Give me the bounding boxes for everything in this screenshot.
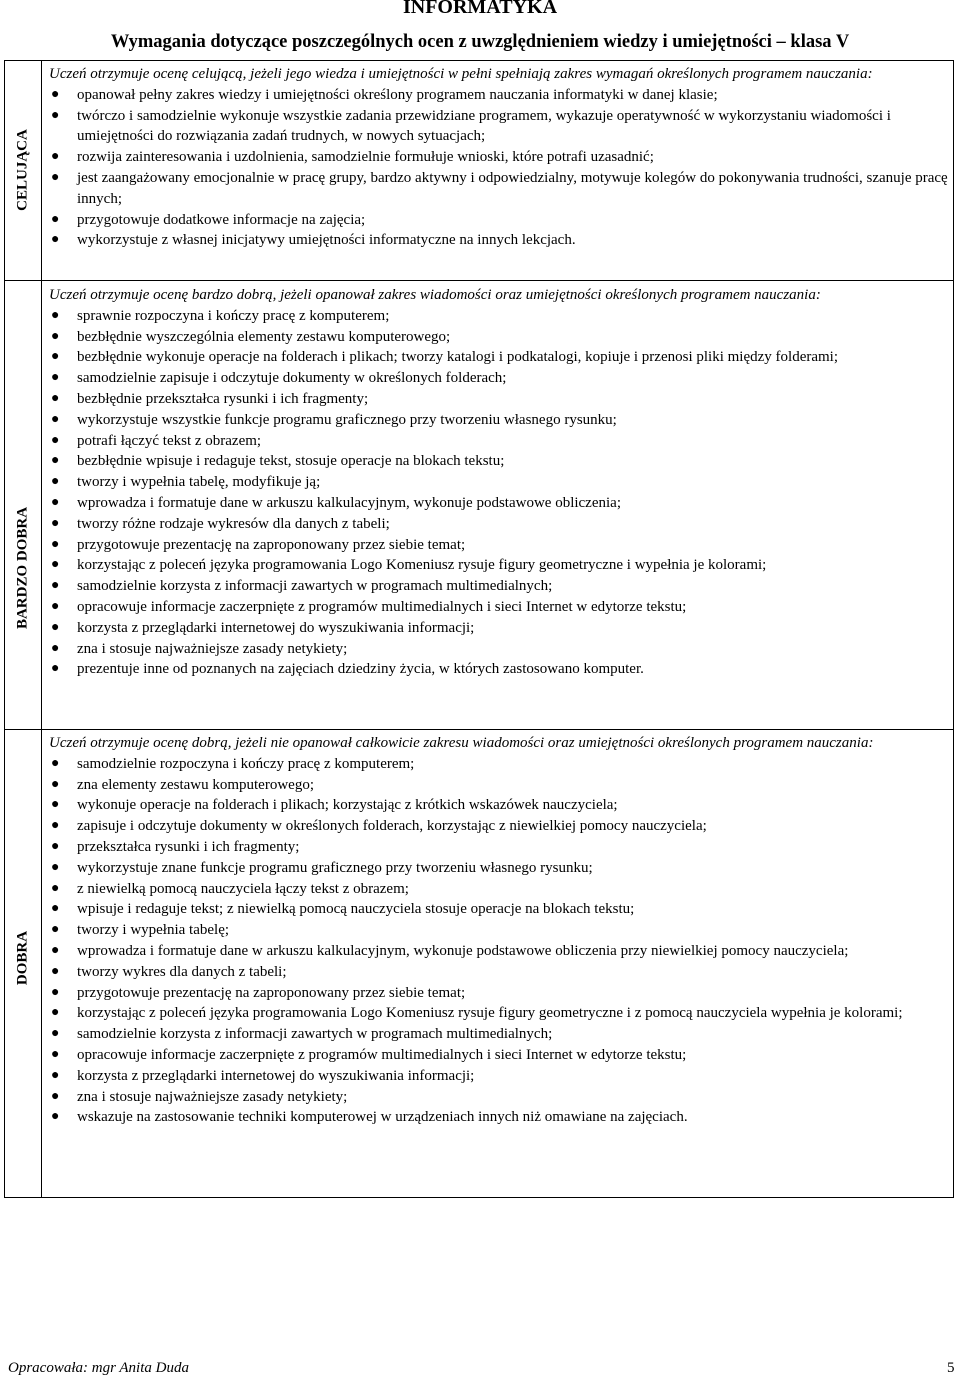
- list-item: [49, 1107, 949, 1128]
- list-item: [49, 1024, 949, 1045]
- bullet-icon: ●: [51, 474, 60, 490]
- list-item: [49, 618, 949, 639]
- list-item: [49, 106, 949, 148]
- list-item: [49, 775, 949, 796]
- bullet-icon: ●: [51, 211, 60, 227]
- list-item-text: tworzy i wypełnia tabelę;: [77, 922, 230, 939]
- list-item: [49, 147, 949, 168]
- list-item-text: wskazuje na zastosowanie techniki komputerowej w urządzeniach innych niż omawiane na zajęciach.: [77, 1109, 688, 1126]
- list-item-text: tworzy i wypełnia tabelę, modyfikuje ją;: [77, 474, 321, 491]
- list-item: [49, 493, 949, 514]
- list-item-text: opracowuje informacje zaczerpnięte z programów multimedialnych i sieci Internet w edytorze tekstu;: [77, 598, 687, 615]
- requirements-list: [49, 306, 949, 680]
- list-item: [49, 962, 949, 983]
- list-item: [49, 879, 949, 900]
- list-item: [49, 230, 949, 251]
- list-item-text: opanował pełny zakres wiedzy i umiejętności określony programem nauczania informatyki w danej klasie;: [77, 86, 718, 103]
- list-item: [49, 451, 949, 472]
- bullet-icon: ●: [51, 328, 60, 344]
- list-item-text: przekształca rysunki i ich fragmenty;: [77, 838, 300, 855]
- bullet-icon: ●: [51, 370, 60, 386]
- page-number: 5: [947, 1360, 955, 1376]
- list-item: [49, 983, 949, 1004]
- list-item: [49, 837, 949, 858]
- bullet-icon: ●: [51, 838, 60, 854]
- bullet-icon: ●: [51, 86, 60, 102]
- list-item-text: korzystając z poleceń języka programowania Logo Komeniusz rysuje figury geometryczne i z pomocą nauczyciela wypełnia je kolorami;: [77, 1005, 903, 1022]
- bullet-icon: ●: [51, 661, 60, 677]
- bullet-icon: ●: [51, 942, 60, 958]
- list-item-text: opracowuje informacje zaczerpnięte z programów multimedialnych i sieci Internet w edytorze tekstu;: [77, 1046, 687, 1063]
- bullet-icon: ●: [51, 432, 60, 448]
- list-item-text: sprawnie rozpoczyna i kończy pracę z komputerem;: [77, 307, 390, 324]
- list-item: [49, 327, 949, 348]
- list-item: [49, 659, 949, 680]
- grade-content: [49, 733, 949, 1128]
- bullet-icon: ●: [51, 797, 60, 813]
- list-item: [49, 389, 949, 410]
- list-item-text: wykorzystuje znane funkcje programu graficznego przy tworzeniu własnego rysunku;: [77, 859, 593, 876]
- list-item-text: samodzielnie korzysta z informacji zawartych w programach multimedialnych;: [77, 1026, 553, 1043]
- bullet-icon: ●: [51, 349, 60, 365]
- list-item-text: twórczo i samodzielnie wykonuje wszystkie zadania przewidziane programem, wykazuje operatywność w wykorzystaniu wiadomości i umiejętności do rozwiązania zadań trudnych, w nowych sytuacjach;: [77, 107, 891, 145]
- list-item-text: samodzielnie korzysta z informacji zawartych w programach multimedialnych;: [77, 578, 553, 595]
- bullet-icon: ●: [51, 232, 60, 248]
- list-item: [49, 210, 949, 231]
- bullet-icon: ●: [51, 411, 60, 427]
- bullet-icon: ●: [51, 149, 60, 165]
- bullet-icon: ●: [51, 1026, 60, 1042]
- list-item-text: bezbłędnie wpisuje i redaguje tekst, stosuje operacje na blokach tekstu;: [77, 453, 505, 470]
- grade-requirements-table: [4, 60, 954, 1198]
- list-item: [49, 1045, 949, 1066]
- list-item: [49, 410, 949, 431]
- grade-label: BARDZO DOBRA: [14, 506, 31, 630]
- list-item: [49, 858, 949, 879]
- list-item-text: tworzy wykres dla danych z tabeli;: [77, 963, 287, 980]
- list-item-text: wykorzystuje wszystkie funkcje programu graficznego przy tworzeniu własnego rysunku;: [77, 411, 617, 428]
- list-item-text: wykonuje operacje na folderach i plikach; korzystając z krótkich wskazówek nauczyciela;: [77, 797, 618, 814]
- bullet-icon: ●: [51, 1088, 60, 1104]
- list-item-text: wprowadza i formatuje dane w arkuszu kalkulacyjnym, wykonuje podstawowe obliczenia przy niewielkiej pomocy nauczyciela;: [77, 942, 849, 959]
- bullet-icon: ●: [51, 494, 60, 510]
- requirements-list: [49, 754, 949, 1128]
- list-item: [49, 472, 949, 493]
- list-item-text: bezbłędnie przekształca rysunki i ich fragmenty;: [77, 390, 369, 407]
- list-item: [49, 597, 949, 618]
- bullet-icon: ●: [51, 880, 60, 896]
- list-item: [49, 816, 949, 837]
- grade-content: [49, 285, 949, 680]
- bullet-icon: ●: [51, 755, 60, 771]
- bullet-icon: ●: [51, 901, 60, 917]
- grade-label-cell: [5, 281, 42, 729]
- list-item: [49, 368, 949, 389]
- grade-label: DOBRA: [14, 930, 31, 986]
- bullet-icon: ●: [51, 536, 60, 552]
- list-item: [49, 168, 949, 210]
- bullet-icon: ●: [51, 453, 60, 469]
- list-item-text: wykorzystuje z własnej inicjatywy umiejętności informatyczne na innych lekcjach.: [77, 232, 576, 249]
- bullet-icon: ●: [51, 984, 60, 1000]
- bullet-icon: ●: [51, 598, 60, 614]
- list-item-text: zna i stosuje najważniejsze zasady netykiety;: [77, 640, 348, 657]
- list-item: [49, 514, 949, 535]
- list-item-text: samodzielnie rozpoczyna i kończy pracę z komputerem;: [77, 755, 415, 772]
- bullet-icon: ●: [51, 390, 60, 406]
- list-item: [49, 347, 949, 368]
- list-item-text: tworzy różne rodzaje wykresów dla danych z tabeli;: [77, 515, 390, 532]
- bullet-icon: ●: [51, 1046, 60, 1062]
- bullet-icon: ●: [51, 776, 60, 792]
- footer-author: Opracowała: mgr Anita Duda: [8, 1360, 189, 1376]
- grade-label-cell: [5, 730, 42, 1197]
- bullet-icon: ●: [51, 963, 60, 979]
- grade-row-bardzo-dobra: [5, 280, 953, 729]
- list-item-text: korzysta z przeglądarki internetowej do wyszukiwania informacji;: [77, 619, 475, 636]
- bullet-icon: ●: [51, 1005, 60, 1021]
- list-item-text: zna elementy zestawu komputerowego;: [77, 776, 314, 793]
- list-item: [49, 899, 949, 920]
- list-item: [49, 576, 949, 597]
- bullet-icon: ●: [51, 859, 60, 875]
- bullet-icon: ●: [51, 818, 60, 834]
- list-item-text: jest zaangażowany emocjonalnie w pracę grupy, bardzo aktywny i odpowiedzialny, motywuje kolegów do pokonywania trudności, szanuje pracę innych;: [77, 169, 948, 207]
- list-item-text: przygotowuje prezentację na zaproponowany przez siebie temat;: [77, 984, 466, 1001]
- list-item-text: potrafi łączyć tekst z obrazem;: [77, 432, 262, 449]
- list-item-text: zna i stosuje najważniejsze zasady netykiety;: [77, 1088, 348, 1105]
- list-item: [49, 535, 949, 556]
- list-item: [49, 85, 949, 106]
- list-item-text: przygotowuje dodatkowe informacje na zajęcia;: [77, 211, 366, 228]
- bullet-icon: ●: [51, 640, 60, 656]
- list-item-text: z niewielką pomocą nauczyciela łączy tekst z obrazem;: [77, 880, 409, 897]
- list-item-text: bezbłędnie wyszczególnia elementy zestawu komputerowego;: [77, 328, 451, 345]
- grade-content: [49, 64, 949, 251]
- list-item: [49, 1003, 949, 1024]
- grade-intro: Uczeń otrzymuje ocenę celującą, jeżeli jego wiedza i umiejętności w pełni spełniają zakres wymagań określonych programem nauczania:: [49, 66, 873, 82]
- requirements-list: [49, 85, 949, 251]
- grade-row-dobra: [5, 729, 953, 1197]
- list-item-text: przygotowuje prezentację na zaproponowany przez siebie temat;: [77, 536, 466, 553]
- bullet-icon: ●: [51, 307, 60, 323]
- list-item-text: wprowadza i formatuje dane w arkuszu kalkulacyjnym, wykonuje podstawowe obliczenia;: [77, 494, 621, 511]
- list-item: [49, 754, 949, 775]
- grade-intro: Uczeń otrzymuje ocenę bardzo dobrą, jeżeli opanował zakres wiadomości oraz umiejętności określonych programem nauczania:: [49, 287, 821, 303]
- grade-row-celujaca: [5, 61, 953, 280]
- list-item-text: bezbłędnie wykonuje operacje na folderach i plikach; tworzy katalogi i podkatalogi, kopiuje i przenosi pliki między folderami;: [77, 349, 839, 366]
- grade-label: CELUJĄCA: [14, 129, 31, 211]
- list-item: [49, 941, 949, 962]
- list-item-text: korzysta z przeglądarki internetowej do wyszukiwania informacji;: [77, 1067, 475, 1084]
- bullet-icon: ●: [51, 169, 60, 185]
- bullet-icon: ●: [51, 619, 60, 635]
- list-item: [49, 1066, 949, 1087]
- grade-intro: Uczeń otrzymuje ocenę dobrą, jeżeli nie opanował całkowicie zakresu wiadomości oraz umiejętności określonych programem nauczania:: [49, 735, 874, 751]
- list-item: [49, 306, 949, 327]
- list-item-text: korzystając z poleceń języka programowania Logo Komeniusz rysuje figury geometryczne i wypełnia je kolorami;: [77, 557, 767, 574]
- bullet-icon: ●: [51, 922, 60, 938]
- document-subtitle: Wymagania dotyczące poszczególnych ocen z uwzględnieniem wiedzy i umiejętności – klasa V: [110, 32, 850, 52]
- list-item: [49, 555, 949, 576]
- list-item-text: samodzielnie zapisuje i odczytuje dokumenty w określonych folderach;: [77, 370, 507, 387]
- bullet-icon: ●: [51, 515, 60, 531]
- list-item-text: prezentuje inne od poznanych na zajęciach dziedziny życia, w których zastosowano komputer.: [77, 661, 644, 678]
- list-item-text: rozwija zainteresowania i uzdolnienia, samodzielnie formułuje wnioski, które potrafi uzasadnić;: [77, 149, 654, 166]
- list-item: [49, 920, 949, 941]
- bullet-icon: ●: [51, 1109, 60, 1125]
- list-item: [49, 1087, 949, 1108]
- document-title: INFORMATYKA: [402, 0, 558, 18]
- bullet-icon: ●: [51, 107, 60, 123]
- list-item-text: wpisuje i redaguje tekst; z niewielką pomocą nauczyciela stosuje operacje na blokach tekstu;: [77, 901, 635, 918]
- bullet-icon: ●: [51, 1067, 60, 1083]
- bullet-icon: ●: [51, 578, 60, 594]
- list-item: [49, 795, 949, 816]
- list-item: [49, 639, 949, 660]
- list-item-text: zapisuje i odczytuje dokumenty w określonych folderach, korzystając z niewielkiej pomocy nauczyciela;: [77, 818, 707, 835]
- grade-label-cell: [5, 61, 42, 280]
- list-item: [49, 431, 949, 452]
- bullet-icon: ●: [51, 557, 60, 573]
